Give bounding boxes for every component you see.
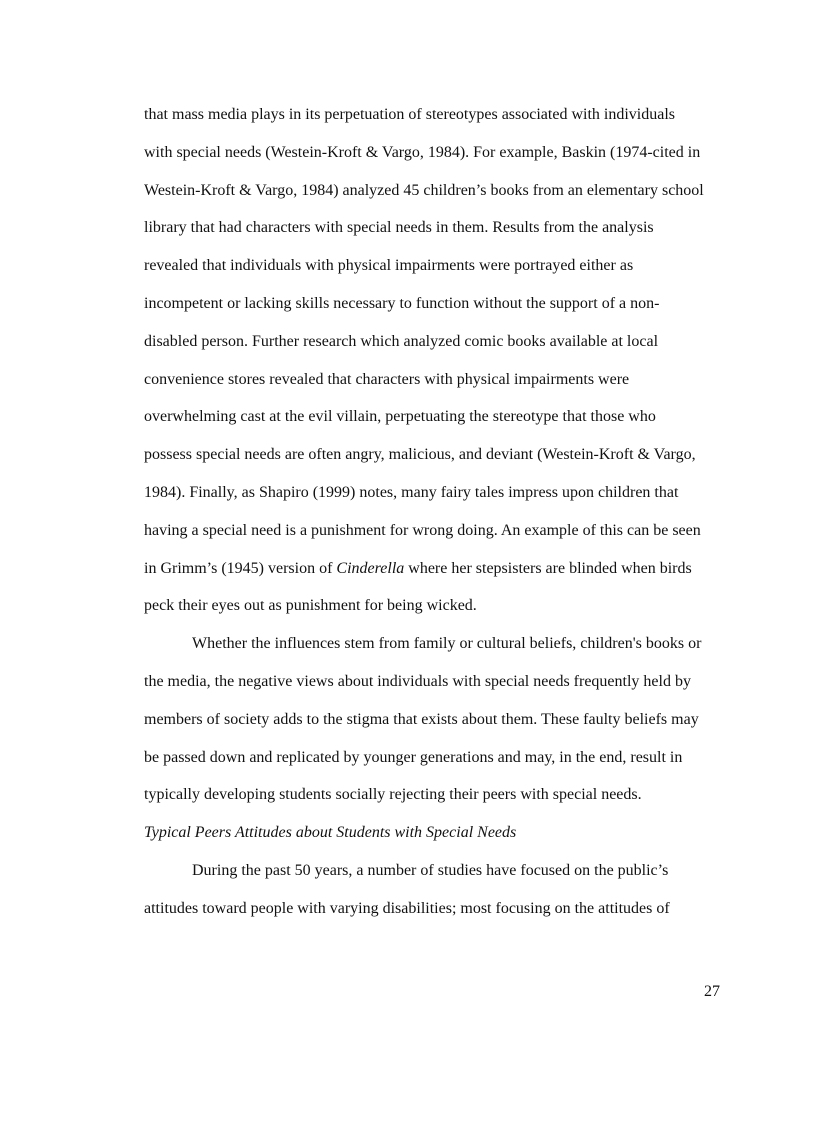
paragraph-influences: Whether the influences stem from family or cultural beliefs, children's books or the media, the negative views about individuals with special needs frequently held by members of society adds to the stigma that exists about them. These faulty beliefs may be passed down and replicated by younger generations and may, in the end, result in typically developing students socially rejecting their peers with special needs. [144,635,702,804]
paragraph-continuation [144,96,704,625]
section-heading: Typical Peers Attitudes about Students with Special Needs [144,824,517,842]
paragraph-1-text-after-title: where her stepsisters are blinded when birds peck their eyes out as punishment for being wicked. [144,559,692,615]
paragraph-1-text-before-title: that mass media plays in its perpetuation of stereotypes associated with individuals with special needs (Westein-Kroft & Vargo, 1984). For example, Baskin (1974-cited in Westein-Kroft & Vargo, 1984) analyzed 45 children’s books from an elementary school library that had characters with special needs in them. Results from the analysis revealed that individuals with physical impairments were portrayed either as incompetent or lacking skills necessary to function without the support of a non-disabled person. Further research which analyzed comic books available at local convenience stores revealed that characters with physical impairments were overwhelming cast at the evil villain, perpetuating the stereotype that those who possess special needs are often angry, malicious, and deviant (Westein-Kroft & Vargo, 1984). Finally, as Shapiro (1999) notes, many fairy tales impress upon children that having a special need is a punishment for wrong doing. An example of this can be seen in Grimm’s (1945) version of [144,106,704,577]
paragraph-past-studies: During the past 50 years, a number of studies have focused on the public’s attitudes toward people with varying disabilities; most focusing on the attitudes of [144,861,670,917]
body-text [144,96,704,928]
page-number: 27 [704,983,720,1000]
book-title-cinderella: Cinderella [336,559,405,577]
